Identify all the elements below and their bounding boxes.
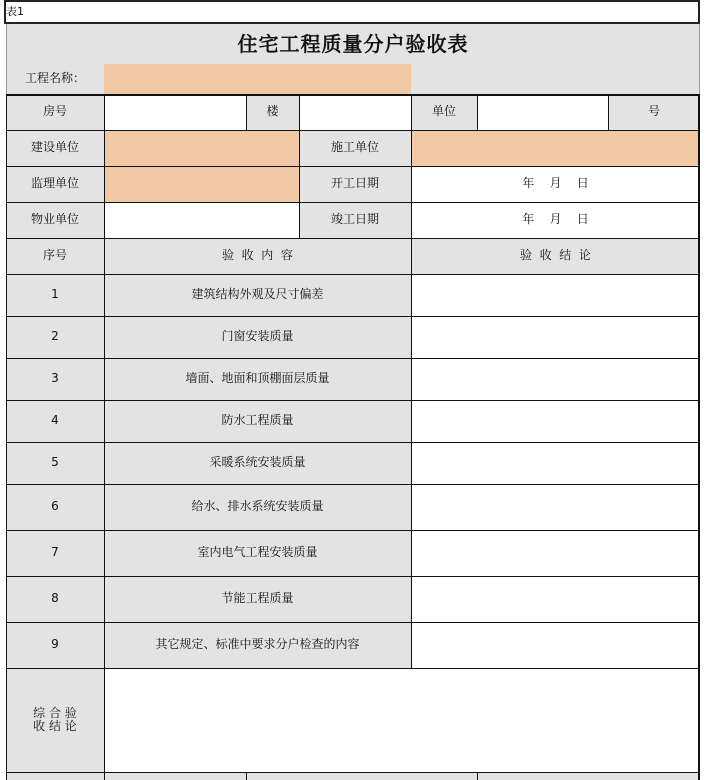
summary-label-line2: 收 结 论 [33,719,77,733]
header-seq: 序号 [6,238,104,274]
grid-line [6,358,700,359]
property-unit-label: 物业单位 [6,202,104,238]
grid-line [6,484,700,485]
start-date-field[interactable]: 年 月 日 [411,166,700,202]
item-no: 5 [6,442,104,484]
grid-line [6,400,700,401]
header-conclusion: 验 收 结 论 [411,238,700,274]
construction-unit-label: 建设单位 [6,130,104,166]
grid-line [6,94,700,96]
grid-line [6,576,700,577]
grid-line [6,166,700,167]
grid-line [6,772,700,773]
grid-line [6,622,700,623]
item-content: 建筑结构外观及尺寸偏差 [104,274,411,316]
grid-line [698,94,700,780]
property-unit-input[interactable] [104,202,299,238]
item-no: 9 [6,622,104,668]
contractor-label: 施工单位 [299,130,411,166]
item-content: 节能工程质量 [104,576,411,622]
grid-line [699,24,700,94]
grid-line [6,442,700,443]
summary-input[interactable] [104,668,700,772]
grid-line [608,94,609,130]
grid-line [299,94,300,238]
bottom-row [6,772,700,780]
supervision-unit-label: 监理单位 [6,166,104,202]
start-date-label: 开工日期 [299,166,411,202]
grid-line [6,130,700,131]
grid-line [246,772,247,780]
grid-line [411,94,412,668]
completion-date-label: 竣工日期 [299,202,411,238]
grid-line [6,530,700,531]
item-no: 4 [6,400,104,442]
item-content: 室内电气工程安装质量 [104,530,411,576]
item-no: 7 [6,530,104,576]
summary-label [6,668,104,772]
number-label: 号 [608,94,700,130]
item-conclusion-input[interactable] [411,530,700,576]
item-conclusion-input[interactable] [411,316,700,358]
item-conclusion-input[interactable] [411,484,700,530]
contractor-input[interactable] [411,130,700,166]
summary-label-line1: 综 合 验 [33,705,77,720]
item-no: 6 [6,484,104,530]
item-no: 3 [6,358,104,400]
item-content: 给水、排水系统安装质量 [104,484,411,530]
grid-line [6,24,7,94]
item-conclusion-input[interactable] [411,442,700,484]
sheet-label: 表1 [6,5,24,18]
item-content: 采暖系统安装质量 [104,442,411,484]
project-name-label: 工程名称： [24,71,85,86]
grid-line [246,94,247,130]
construction-unit-input[interactable] [104,130,299,166]
grid-line [104,94,105,780]
building-input[interactable] [299,94,411,130]
item-content: 防水工程质量 [104,400,411,442]
header-content: 验 收 内 容 [104,238,411,274]
item-conclusion-input[interactable] [411,622,700,668]
room-no-input[interactable] [104,94,246,130]
grid-line [477,772,478,780]
grid-line [6,668,700,669]
item-conclusion-input[interactable] [411,358,700,400]
unit-input[interactable] [477,94,608,130]
page-title: 住宅工程质量分户验收表 [237,32,469,56]
building-label: 楼 [246,94,299,130]
item-conclusion-input[interactable] [411,576,700,622]
grid-line [477,94,478,130]
unit-label: 单位 [411,94,477,130]
item-content: 墙面、地面和顶棚面层质量 [104,358,411,400]
project-name-input[interactable] [104,64,411,94]
grid-line [6,94,7,780]
item-no: 2 [6,316,104,358]
item-conclusion-input[interactable] [411,274,700,316]
item-no: 1 [6,274,104,316]
item-no: 8 [6,576,104,622]
title-band [6,24,700,64]
grid-line [6,238,700,239]
room-no-label: 房号 [6,94,104,130]
sheet-tab-bar [4,0,700,24]
supervision-unit-input[interactable] [104,166,299,202]
grid-line [6,202,700,203]
item-conclusion-input[interactable] [411,400,700,442]
grid-line [6,316,700,317]
item-content: 门窗安装质量 [104,316,411,358]
item-content: 其它规定、标准中要求分户检查的内容 [104,622,411,668]
grid-line [6,274,700,275]
completion-date-field[interactable]: 年 月 日 [411,202,700,238]
